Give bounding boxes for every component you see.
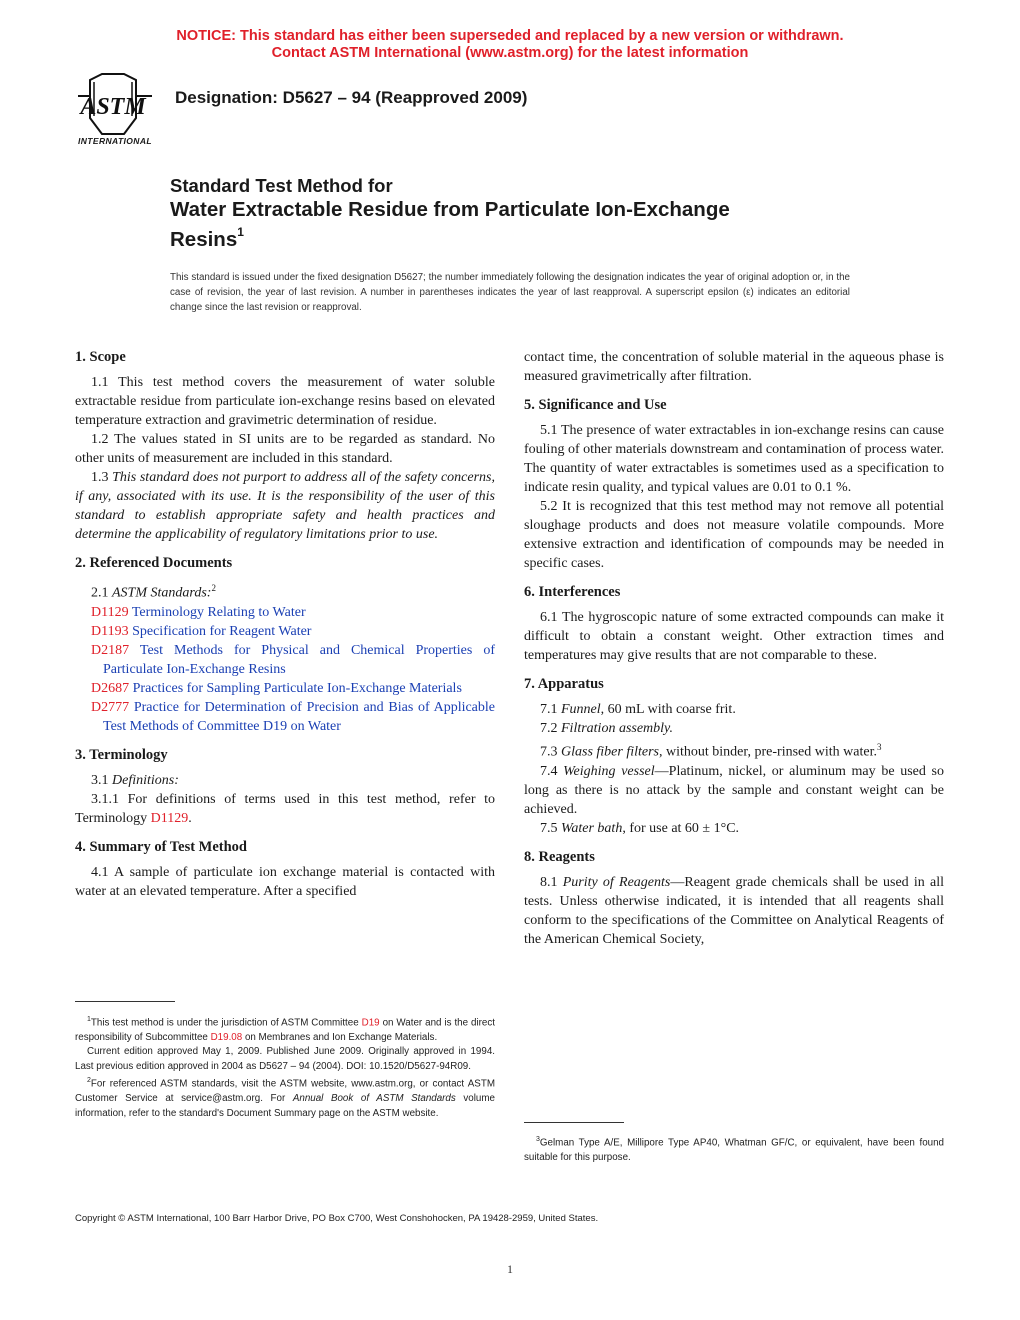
footnotes-left <box>75 1013 495 1121</box>
paragraph: 4.1 A sample of particulate ion exchange material is contacted with water at an elevated temperature. After a specified <box>75 864 495 899</box>
reference-code-link[interactable]: D2687 <box>91 680 130 696</box>
notice-line-1: NOTICE: This standard has either been superseded and replaced by a new version or withdrawn. <box>176 28 844 44</box>
paragraph: 5.2 It is recognized that this test method may not remove all potential sloughage products and does not measure volatile compounds. More extensive extraction and identification of compounds may be needed in specific cases. <box>524 499 944 571</box>
section-summary-continued <box>524 348 944 386</box>
footnote-divider <box>524 1122 624 1123</box>
reference-code-link[interactable]: D2777 <box>91 699 130 715</box>
item-text: , without binder, pre-rinsed with water. <box>659 744 877 760</box>
footnote-text: Gelman Type A/E, Millipore Type AP40, Whatman GF/C, or equivalent, have been found suitable for this purpose. <box>524 1137 944 1163</box>
item-number: 7.2 <box>540 721 558 736</box>
section-heading: 4. Summary of Test Method <box>75 838 247 855</box>
paragraph: 1.2 The values stated in SI units are to be regarded as standard. No other units of measurement are included in this standard. <box>75 432 495 466</box>
paragraph-number: 8.1 <box>540 874 558 890</box>
paragraph <box>75 771 495 790</box>
reference-item <box>75 698 495 736</box>
reference-item <box>75 622 495 641</box>
item-name: Filtration assembly. <box>561 721 673 736</box>
reference-item <box>75 679 495 698</box>
issuance-statement: This standard is issued under the fixed designation D5627; the number immediately following the designation indicates the year of original adoption or, in the case of revision, the year of last revision. A number in parentheses indicates the year of last reapproval. A superscript epsilon (ε) indicates an editorial change since the last revision or reapproval. <box>170 272 850 313</box>
section-heading: 8. Reagents <box>524 848 595 865</box>
reference-title-link[interactable]: Test Methods for Physical and Chemical Properties of Particulate Ion-Exchange Resins <box>103 642 496 677</box>
section-apparatus <box>524 675 944 838</box>
right-column <box>524 348 944 959</box>
paragraph-number: 2.1 <box>91 585 109 601</box>
reference-title-link[interactable]: Specification for Reagent Water <box>132 623 312 639</box>
paragraph-text: —Reagent grade chemicals shall be used in all tests. Unless otherwise indicated, it is intended that all reagents shall conform to the specifications of the Committee on Analytical Reagents of the American Chemical Society, <box>524 874 945 947</box>
section-heading: 7. Apparatus <box>524 676 604 692</box>
item-text: —Platinum, nickel, or aluminum may be used so long as there is no attack by the sample and constant weight can be achieved. <box>524 763 944 817</box>
paragraph <box>75 790 495 828</box>
apparatus-item <box>524 700 944 719</box>
section-interferences <box>524 583 944 665</box>
apparatus-item <box>524 719 944 738</box>
reference-item <box>75 641 495 679</box>
section-heading: 5. Significance and Use <box>524 397 667 413</box>
section-heading: 3. Terminology <box>75 746 168 763</box>
paragraph-text: 3.1.1 For definitions of terms used in this test method, refer to Terminology <box>75 791 495 826</box>
section-referenced-documents <box>75 554 495 736</box>
item-name: Weighing vessel <box>563 763 655 779</box>
terminology-link[interactable]: D1129 <box>150 810 189 826</box>
title-line-3-text: Resins <box>170 227 238 251</box>
section-terminology <box>75 746 495 828</box>
reference-title-link[interactable]: Practice for Determination of Precision and Bias of Applicable Test Methods of Committee D19 on Water <box>103 699 496 734</box>
copyright-line: Copyright © ASTM International, 100 Barr Harbor Drive, PO Box C700, West Conshohocken, PA 19428-2959, United States. <box>75 1213 599 1224</box>
paragraph: 1.1 This test method covers the measurement of water soluble extractable residue from particulate ion-exchange resins based on elevated temperature extraction and gravimetric determination of residue. <box>75 375 495 428</box>
section-reagents <box>524 848 944 949</box>
item-number: 7.4 <box>540 763 558 779</box>
footnotes-right <box>524 1133 944 1165</box>
footnote-text: on Membranes and Ion Exchange Materials. <box>244 1031 438 1043</box>
paragraph <box>524 873 944 949</box>
reference-code-link[interactable]: D1193 <box>91 623 129 639</box>
item-number: 7.3 <box>540 744 558 760</box>
committee-link[interactable]: D19 <box>361 1017 380 1029</box>
item-number: 7.1 <box>540 702 558 717</box>
footnote-mark: 1 <box>87 1016 91 1023</box>
safety-caveat: This standard does not purport to address all of the safety concerns, if any, associated with its use. It is the responsibility of the user of this standard to establish appropriate safety and health practices and determine the applicability of regulatory limitations prior to use. <box>75 470 496 542</box>
notice-line-2: Contact ASTM International (www.astm.org) for the latest information <box>271 45 749 61</box>
footnote-divider <box>75 1001 175 1002</box>
astm-standards-label: ASTM Standards: <box>112 585 212 601</box>
footnote-text: For referenced ASTM standards, visit the ASTM website, www.astm.org, or contact ASTM Customer Service at service@astm.org. For <box>75 1078 495 1105</box>
section-heading: 6. Interferences <box>524 584 621 600</box>
annual-book-title: Annual Book of ASTM Standards <box>292 1093 456 1105</box>
apparatus-item <box>524 738 944 762</box>
item-text: , 60 mL with coarse frit. <box>600 702 736 717</box>
title-line-3 <box>170 222 950 252</box>
paragraph-continued: contact time, the concentration of soluble material in the aqueous phase is measured gravimetrically after filtration. <box>524 350 944 384</box>
reference-item <box>75 603 495 622</box>
paragraph-end: . <box>188 810 192 826</box>
reference-code-link[interactable]: D1129 <box>91 604 129 620</box>
footnote-3 <box>524 1133 944 1165</box>
paragraph-number: 1.3 <box>91 470 109 485</box>
section-summary <box>75 838 495 901</box>
subcommittee-link[interactable]: D19.08 <box>210 1031 243 1043</box>
paragraph <box>75 468 495 544</box>
title-line-1: Standard Test Method for <box>170 175 393 196</box>
title-line-2: Water Extractable Residue from Particulate Ion-Exchange <box>170 198 730 221</box>
paragraph-number: 3.1 <box>91 772 109 788</box>
footnote-2 <box>75 1074 495 1121</box>
section-heading: 2. Referenced Documents <box>75 555 233 571</box>
reference-code-link[interactable]: D2187 <box>91 642 130 658</box>
footnote-edition: Current edition approved May 1, 2009. Published June 2009. Originally approved in 1994. Last previous edition approved in 2004 as D5627 – 94 (2004). DOI: 10.1520/D5627-94R09. <box>75 1046 495 1072</box>
withdrawal-notice <box>0 28 1020 62</box>
paragraph: 5.1 The presence of water extractables in ion-exchange resins can cause fouling of other materials downstream and contamination of process water. The quantity of water extractables is sometimes used as a specification to indicate resin quality, and typical values are 0.01 to 0.1 %. <box>524 423 944 495</box>
reference-title-link[interactable]: Practices for Sampling Particulate Ion-Exchange Materials <box>132 680 462 696</box>
paragraph <box>75 579 495 603</box>
footnote-mark: 3 <box>536 1136 540 1143</box>
footnote-1 <box>75 1013 495 1045</box>
apparatus-item <box>524 762 944 819</box>
logo-letters: ASTM <box>80 94 146 120</box>
reagent-purity-label: Purity of Reagents <box>562 874 671 890</box>
designation: Designation: D5627 – 94 (Reapproved 2009) <box>175 88 528 107</box>
section-significance <box>524 396 944 573</box>
paragraph: 6.1 The hygroscopic nature of some extracted compounds can make it difficult to obtain a constant weight. Other extraction times and temperatures may give results that are not comparable to these. <box>524 610 944 663</box>
astm-logo-icon <box>72 72 162 142</box>
definitions-label: Definitions: <box>112 772 179 788</box>
logo-international-text: INTERNATIONAL <box>78 136 152 146</box>
title-footnote-mark: 1 <box>237 225 244 239</box>
footnote-mark: 2 <box>211 583 216 593</box>
footnote-mark: 2 <box>87 1077 91 1085</box>
item-number: 7.5 <box>540 820 558 836</box>
footnote-text: on Water and is the direct responsibility of Subcommittee <box>75 1017 495 1043</box>
item-name: Funnel <box>561 702 601 717</box>
footnote-text: This test method is under the jurisdiction of ASTM Committee <box>90 1017 359 1029</box>
section-heading: 1. Scope <box>75 349 126 365</box>
reference-title-link[interactable]: Terminology Relating to Water <box>131 604 306 620</box>
item-name: Glass fiber filters <box>561 744 660 760</box>
item-text: , for use at 60 ± 1°C. <box>622 820 740 836</box>
item-name: Water bath <box>561 820 623 836</box>
footnote-mark: 3 <box>876 742 882 752</box>
page-number: 1 <box>507 1262 513 1276</box>
document-title <box>170 174 950 252</box>
footnote-text: volume information, refer to the standard's Document Summary page on the ASTM website. <box>75 1093 495 1119</box>
left-column <box>75 348 495 911</box>
apparatus-item <box>524 819 944 838</box>
section-scope <box>75 348 495 544</box>
